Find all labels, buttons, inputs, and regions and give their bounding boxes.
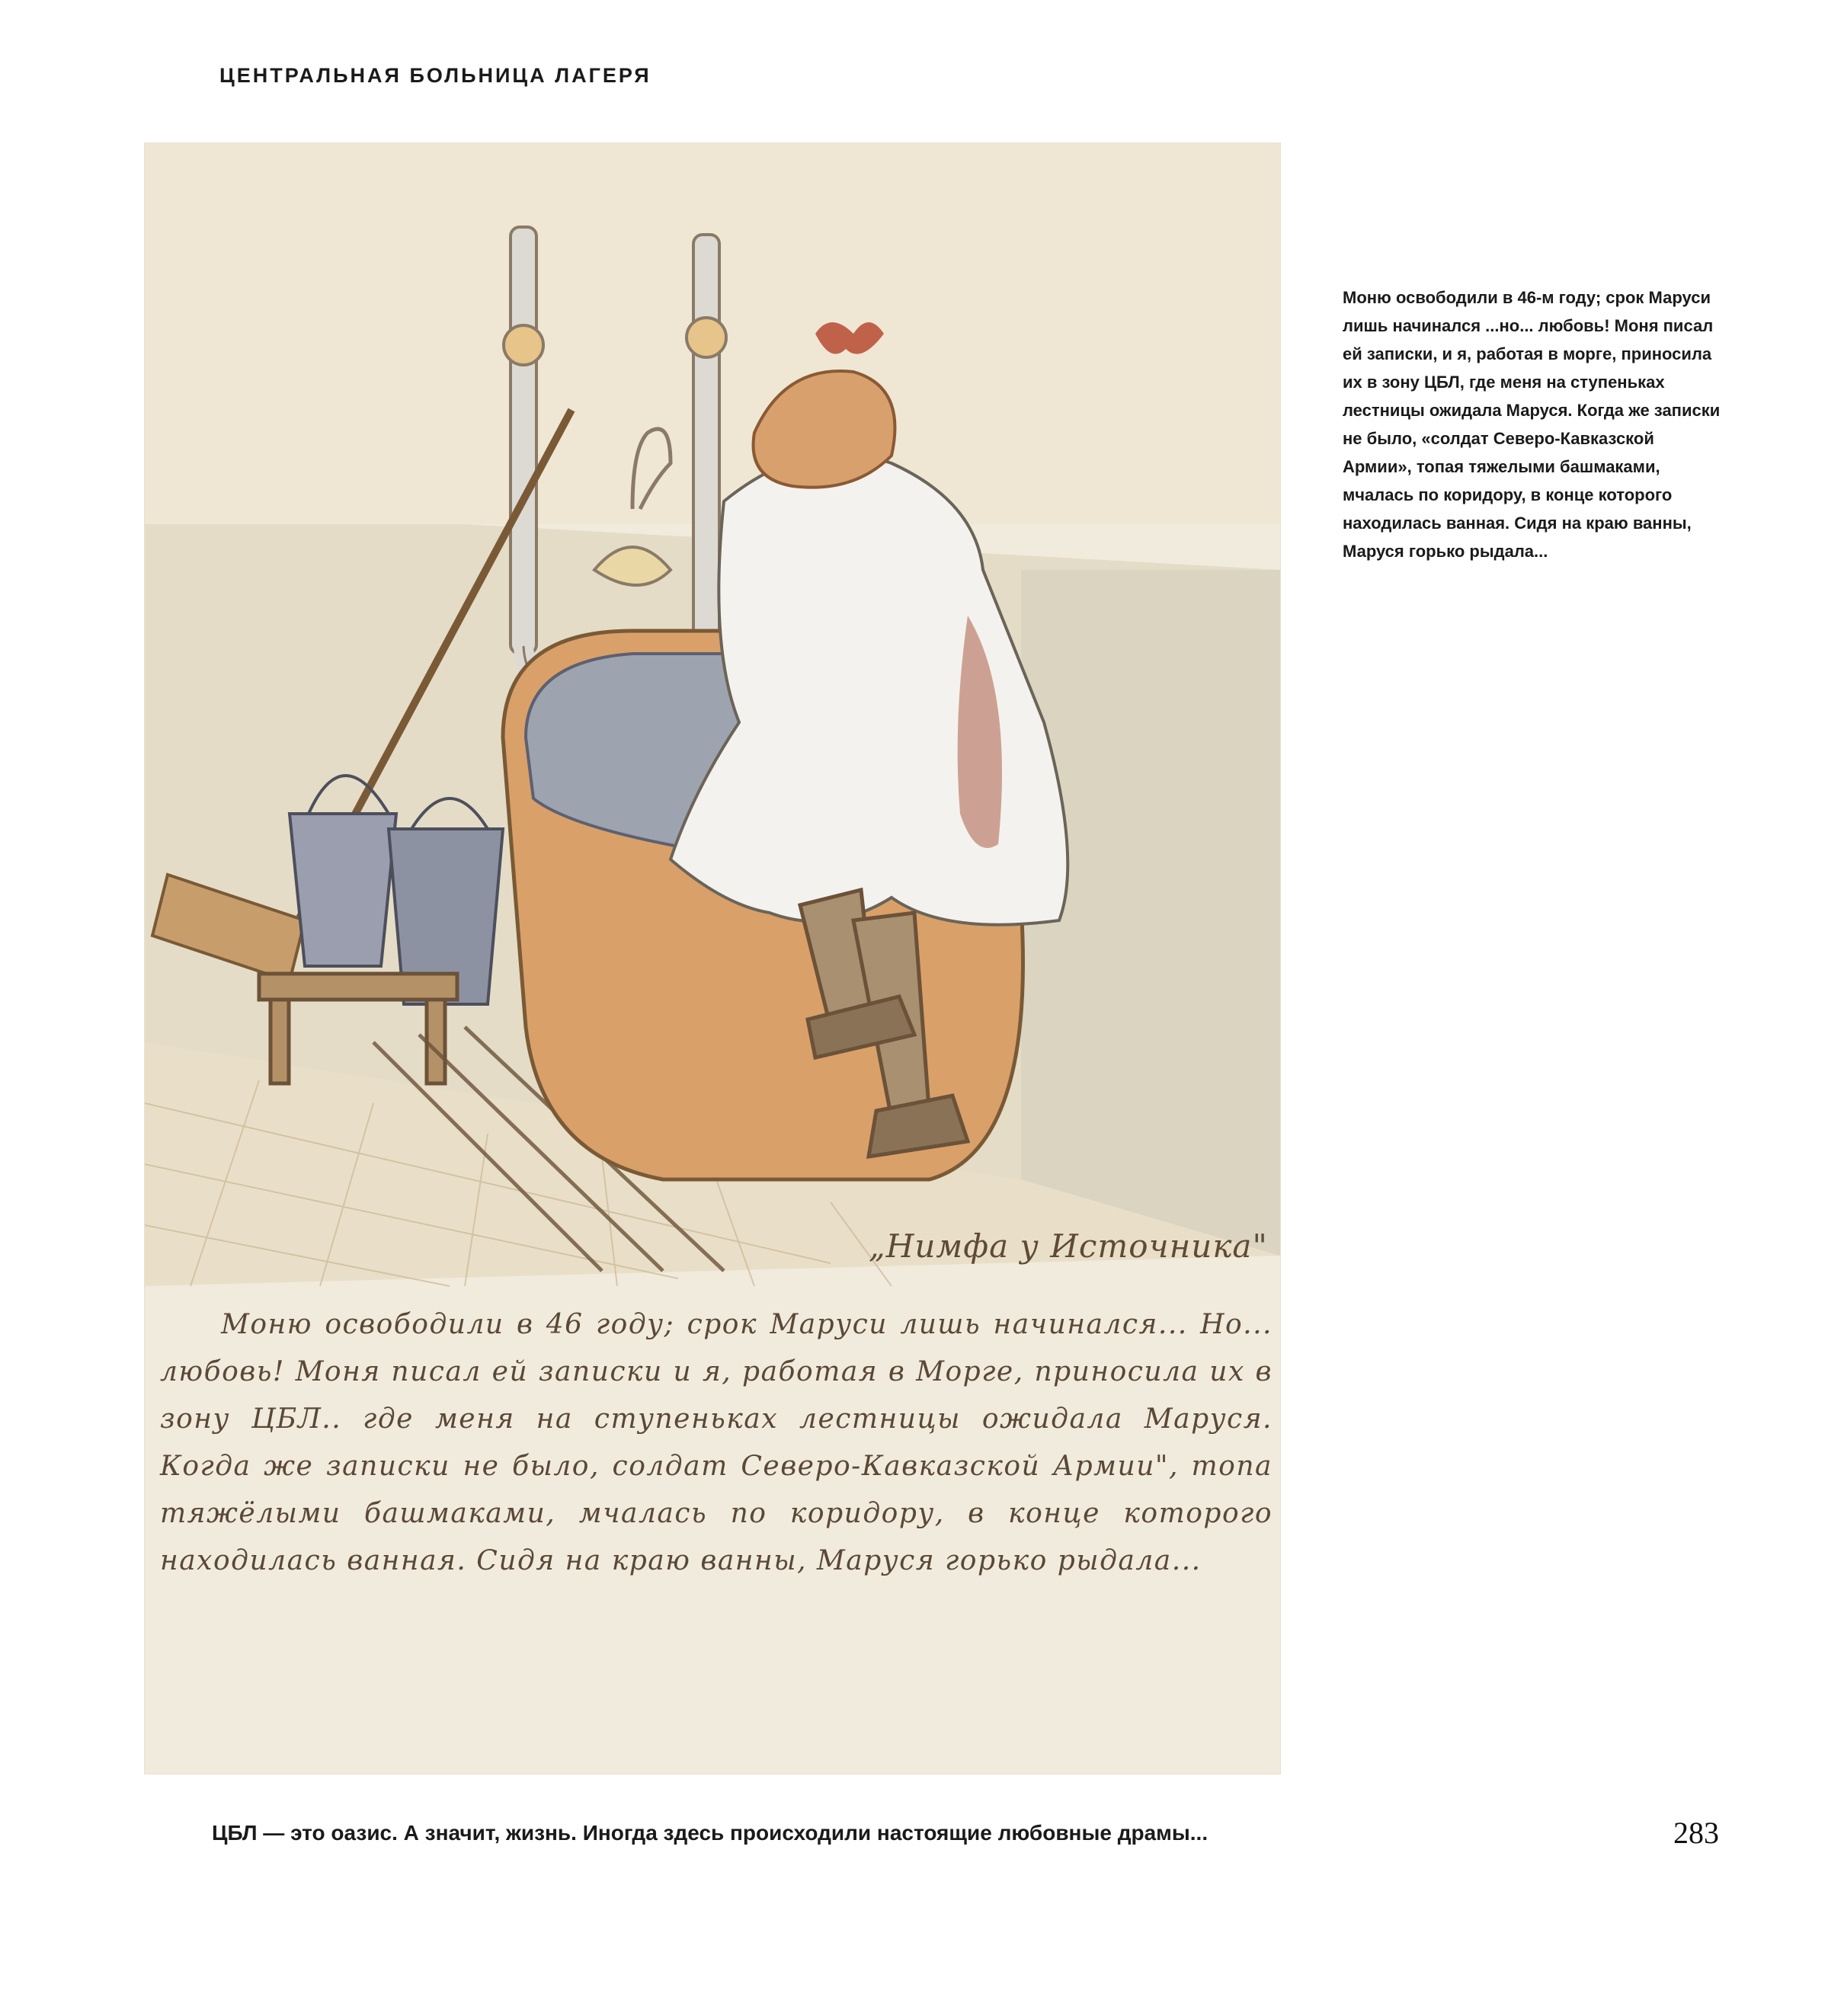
side-note: Моню освободили в 46-м году; срок Маруси лишь начинался ...но... любовь! Моня писал ей записки, и я, работая в морге, приносила их в зону ЦБЛ, где меня на ступеньках лестницы ожидала Маруся. Когда же записки не было, «солдат Северо-Кавказской Армии», топая тяжелыми башмаками, мчалась по коридору, в конце которого находилась ванная. Сидя на краю ванны, Маруся горько рыдала...	[1343, 288, 1721, 561]
bottom-caption: ЦБЛ — это оазис. А значит, жизнь. Иногда здесь происходили настоящие любовные драмы...	[212, 1821, 1209, 1845]
page-number: 283	[1673, 1816, 1719, 1850]
drawing-caption: „Нимфа у Источника"	[869, 1227, 1268, 1265]
dress	[671, 454, 1068, 925]
illustration-plate	[145, 143, 1280, 1774]
handwritten-text: Моню освободили в 46 году; срок Маруси лишь начинался... Но... любовь! Моня писал ей записки и я, работая в Морге, приносила их в зону ЦБЛ.. где меня на ступеньках лестницы ожидала Маруся. Когда же записки не было, солдат Северо-Кавказской Армии", топа тяжёлыми башмаками, мчалась по коридору, в конце которого находилась ванная. Сидя на краю ванны, Маруся горько рыдала...	[160, 1309, 1273, 1576]
running-head: ЦЕНТРАЛЬНАЯ БОЛЬНИЦА ЛАГЕРЯ	[219, 64, 651, 87]
